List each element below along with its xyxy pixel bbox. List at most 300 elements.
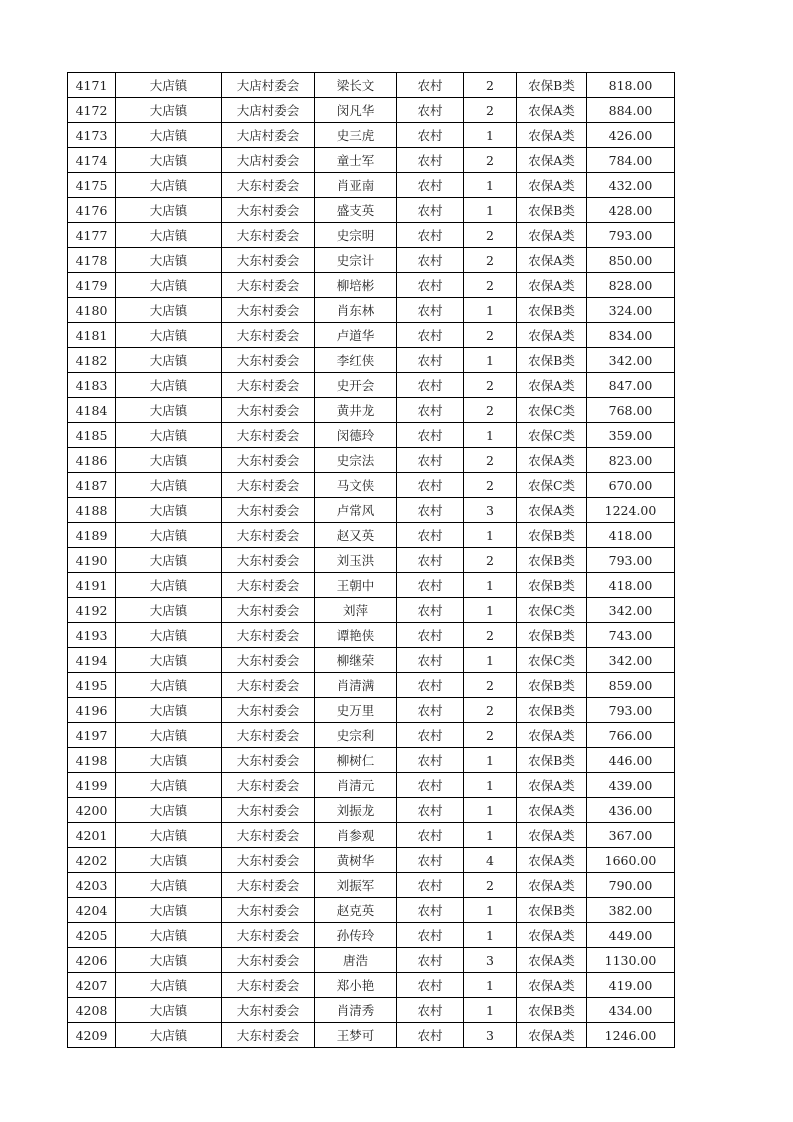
insurance-category-cell: 农保A类 [517, 273, 587, 298]
town-cell: 大店镇 [116, 323, 222, 348]
table-row [68, 73, 675, 98]
table-row [68, 273, 675, 298]
town-cell: 大店镇 [116, 948, 222, 973]
amount-cell: 1246.00 [587, 1023, 675, 1048]
household-size-cell: 1 [464, 598, 517, 623]
insurance-category-cell: 农保B类 [517, 73, 587, 98]
household-size-cell: 1 [464, 748, 517, 773]
insurance-category-cell: 农保A类 [517, 148, 587, 173]
records-table [67, 72, 675, 1048]
table-row [68, 448, 675, 473]
area-type-cell: 农村 [397, 748, 464, 773]
town-cell: 大店镇 [116, 148, 222, 173]
area-type-cell: 农村 [397, 723, 464, 748]
insurance-category-cell: 农保A类 [517, 823, 587, 848]
table-row [68, 923, 675, 948]
town-cell: 大店镇 [116, 98, 222, 123]
village-committee-cell: 大东村委会 [222, 548, 315, 573]
record-number-cell: 4176 [68, 198, 116, 223]
village-committee-cell: 大东村委会 [222, 323, 315, 348]
area-type-cell: 农村 [397, 548, 464, 573]
amount-cell: 793.00 [587, 223, 675, 248]
village-committee-cell: 大东村委会 [222, 648, 315, 673]
amount-cell: 418.00 [587, 523, 675, 548]
village-committee-cell: 大东村委会 [222, 1023, 315, 1048]
insurance-category-cell: 农保B类 [517, 573, 587, 598]
table-row [68, 223, 675, 248]
person-name-cell: 史宗法 [315, 448, 397, 473]
amount-cell: 382.00 [587, 898, 675, 923]
household-size-cell: 2 [464, 273, 517, 298]
household-size-cell: 2 [464, 73, 517, 98]
village-committee-cell: 大东村委会 [222, 898, 315, 923]
area-type-cell: 农村 [397, 923, 464, 948]
table-row [68, 148, 675, 173]
amount-cell: 766.00 [587, 723, 675, 748]
village-committee-cell: 大东村委会 [222, 398, 315, 423]
table-row [68, 373, 675, 398]
household-size-cell: 1 [464, 523, 517, 548]
area-type-cell: 农村 [397, 473, 464, 498]
amount-cell: 436.00 [587, 798, 675, 823]
insurance-category-cell: 农保A类 [517, 98, 587, 123]
amount-cell: 439.00 [587, 773, 675, 798]
town-cell: 大店镇 [116, 748, 222, 773]
table-row [68, 673, 675, 698]
village-committee-cell: 大店村委会 [222, 73, 315, 98]
table-row [68, 98, 675, 123]
town-cell: 大店镇 [116, 448, 222, 473]
area-type-cell: 农村 [397, 873, 464, 898]
town-cell: 大店镇 [116, 123, 222, 148]
insurance-category-cell: 农保B类 [517, 298, 587, 323]
insurance-category-cell: 农保A类 [517, 848, 587, 873]
amount-cell: 790.00 [587, 873, 675, 898]
person-name-cell: 李红侠 [315, 348, 397, 373]
table-row [68, 548, 675, 573]
household-size-cell: 2 [464, 373, 517, 398]
village-committee-cell: 大东村委会 [222, 423, 315, 448]
record-number-cell: 4179 [68, 273, 116, 298]
insurance-category-cell: 农保C类 [517, 598, 587, 623]
insurance-category-cell: 农保A类 [517, 773, 587, 798]
area-type-cell: 农村 [397, 448, 464, 473]
record-number-cell: 4185 [68, 423, 116, 448]
amount-cell: 828.00 [587, 273, 675, 298]
town-cell: 大店镇 [116, 698, 222, 723]
town-cell: 大店镇 [116, 523, 222, 548]
record-number-cell: 4181 [68, 323, 116, 348]
area-type-cell: 农村 [397, 598, 464, 623]
insurance-category-cell: 农保A类 [517, 923, 587, 948]
village-committee-cell: 大东村委会 [222, 698, 315, 723]
village-committee-cell: 大东村委会 [222, 848, 315, 873]
person-name-cell: 谭艳侠 [315, 623, 397, 648]
town-cell: 大店镇 [116, 398, 222, 423]
amount-cell: 793.00 [587, 548, 675, 573]
record-number-cell: 4203 [68, 873, 116, 898]
household-size-cell: 2 [464, 323, 517, 348]
insurance-category-cell: 农保A类 [517, 873, 587, 898]
record-number-cell: 4178 [68, 248, 116, 273]
household-size-cell: 1 [464, 998, 517, 1023]
village-committee-cell: 大东村委会 [222, 598, 315, 623]
household-size-cell: 1 [464, 198, 517, 223]
town-cell: 大店镇 [116, 273, 222, 298]
household-size-cell: 1 [464, 648, 517, 673]
village-committee-cell: 大东村委会 [222, 773, 315, 798]
household-size-cell: 2 [464, 448, 517, 473]
village-committee-cell: 大东村委会 [222, 198, 315, 223]
amount-cell: 823.00 [587, 448, 675, 473]
table-row [68, 848, 675, 873]
person-name-cell: 史开会 [315, 373, 397, 398]
area-type-cell: 农村 [397, 273, 464, 298]
household-size-cell: 3 [464, 1023, 517, 1048]
household-size-cell: 2 [464, 873, 517, 898]
town-cell: 大店镇 [116, 73, 222, 98]
village-committee-cell: 大东村委会 [222, 923, 315, 948]
person-name-cell: 史宗明 [315, 223, 397, 248]
record-number-cell: 4209 [68, 1023, 116, 1048]
record-number-cell: 4202 [68, 848, 116, 873]
amount-cell: 342.00 [587, 598, 675, 623]
table-row [68, 798, 675, 823]
town-cell: 大店镇 [116, 673, 222, 698]
person-name-cell: 刘玉洪 [315, 548, 397, 573]
record-number-cell: 4189 [68, 523, 116, 548]
table-row [68, 573, 675, 598]
insurance-category-cell: 农保B类 [517, 748, 587, 773]
amount-cell: 670.00 [587, 473, 675, 498]
person-name-cell: 柳继荣 [315, 648, 397, 673]
area-type-cell: 农村 [397, 698, 464, 723]
town-cell: 大店镇 [116, 998, 222, 1023]
person-name-cell: 赵克英 [315, 898, 397, 923]
town-cell: 大店镇 [116, 873, 222, 898]
village-committee-cell: 大东村委会 [222, 498, 315, 523]
village-committee-cell: 大东村委会 [222, 673, 315, 698]
insurance-category-cell: 农保B类 [517, 623, 587, 648]
table-row [68, 498, 675, 523]
record-number-cell: 4206 [68, 948, 116, 973]
area-type-cell: 农村 [397, 398, 464, 423]
insurance-category-cell: 农保B类 [517, 998, 587, 1023]
amount-cell: 342.00 [587, 648, 675, 673]
area-type-cell: 农村 [397, 673, 464, 698]
household-size-cell: 1 [464, 823, 517, 848]
amount-cell: 743.00 [587, 623, 675, 648]
amount-cell: 884.00 [587, 98, 675, 123]
person-name-cell: 肖清秀 [315, 998, 397, 1023]
record-number-cell: 4199 [68, 773, 116, 798]
town-cell: 大店镇 [116, 848, 222, 873]
person-name-cell: 童士军 [315, 148, 397, 173]
household-size-cell: 1 [464, 423, 517, 448]
town-cell: 大店镇 [116, 1023, 222, 1048]
table-row [68, 698, 675, 723]
table-row [68, 1023, 675, 1048]
table-row [68, 823, 675, 848]
area-type-cell: 农村 [397, 823, 464, 848]
household-size-cell: 3 [464, 498, 517, 523]
area-type-cell: 农村 [397, 323, 464, 348]
household-size-cell: 2 [464, 698, 517, 723]
area-type-cell: 农村 [397, 898, 464, 923]
insurance-category-cell: 农保C类 [517, 473, 587, 498]
insurance-category-cell: 农保C类 [517, 398, 587, 423]
person-name-cell: 卢道华 [315, 323, 397, 348]
insurance-category-cell: 农保A类 [517, 723, 587, 748]
amount-cell: 793.00 [587, 698, 675, 723]
area-type-cell: 农村 [397, 198, 464, 223]
record-number-cell: 4196 [68, 698, 116, 723]
person-name-cell: 梁长文 [315, 73, 397, 98]
table-row [68, 623, 675, 648]
household-size-cell: 2 [464, 723, 517, 748]
amount-cell: 426.00 [587, 123, 675, 148]
village-committee-cell: 大东村委会 [222, 948, 315, 973]
household-size-cell: 1 [464, 798, 517, 823]
insurance-category-cell: 农保C类 [517, 648, 587, 673]
village-committee-cell: 大店村委会 [222, 148, 315, 173]
person-name-cell: 黄树华 [315, 848, 397, 873]
village-committee-cell: 大东村委会 [222, 823, 315, 848]
area-type-cell: 农村 [397, 248, 464, 273]
town-cell: 大店镇 [116, 298, 222, 323]
record-number-cell: 4194 [68, 648, 116, 673]
amount-cell: 434.00 [587, 998, 675, 1023]
household-size-cell: 2 [464, 473, 517, 498]
insurance-category-cell: 农保A类 [517, 948, 587, 973]
household-size-cell: 2 [464, 248, 517, 273]
town-cell: 大店镇 [116, 923, 222, 948]
insurance-category-cell: 农保C类 [517, 423, 587, 448]
record-number-cell: 4190 [68, 548, 116, 573]
area-type-cell: 农村 [397, 773, 464, 798]
person-name-cell: 柳培彬 [315, 273, 397, 298]
person-name-cell: 闵凡华 [315, 98, 397, 123]
town-cell: 大店镇 [116, 198, 222, 223]
area-type-cell: 农村 [397, 73, 464, 98]
person-name-cell: 盛支英 [315, 198, 397, 223]
record-number-cell: 4201 [68, 823, 116, 848]
town-cell: 大店镇 [116, 823, 222, 848]
household-size-cell: 2 [464, 623, 517, 648]
insurance-category-cell: 农保A类 [517, 223, 587, 248]
person-name-cell: 郑小艳 [315, 973, 397, 998]
record-number-cell: 4182 [68, 348, 116, 373]
insurance-category-cell: 农保A类 [517, 798, 587, 823]
insurance-category-cell: 农保A类 [517, 323, 587, 348]
person-name-cell: 王梦可 [315, 1023, 397, 1048]
table-row [68, 648, 675, 673]
household-size-cell: 1 [464, 773, 517, 798]
table-row [68, 973, 675, 998]
household-size-cell: 3 [464, 948, 517, 973]
amount-cell: 428.00 [587, 198, 675, 223]
insurance-category-cell: 农保A类 [517, 973, 587, 998]
amount-cell: 834.00 [587, 323, 675, 348]
town-cell: 大店镇 [116, 898, 222, 923]
village-committee-cell: 大东村委会 [222, 798, 315, 823]
town-cell: 大店镇 [116, 548, 222, 573]
person-name-cell: 刘振龙 [315, 798, 397, 823]
record-number-cell: 4174 [68, 148, 116, 173]
town-cell: 大店镇 [116, 773, 222, 798]
village-committee-cell: 大东村委会 [222, 248, 315, 273]
record-number-cell: 4183 [68, 373, 116, 398]
household-size-cell: 1 [464, 923, 517, 948]
household-size-cell: 1 [464, 173, 517, 198]
table-row [68, 748, 675, 773]
record-number-cell: 4193 [68, 623, 116, 648]
village-committee-cell: 大东村委会 [222, 473, 315, 498]
table-row [68, 298, 675, 323]
person-name-cell: 赵又英 [315, 523, 397, 548]
amount-cell: 1660.00 [587, 848, 675, 873]
household-size-cell: 4 [464, 848, 517, 873]
record-number-cell: 4198 [68, 748, 116, 773]
village-committee-cell: 大东村委会 [222, 748, 315, 773]
amount-cell: 446.00 [587, 748, 675, 773]
table-row [68, 873, 675, 898]
village-committee-cell: 大东村委会 [222, 723, 315, 748]
village-committee-cell: 大东村委会 [222, 873, 315, 898]
person-name-cell: 史三虎 [315, 123, 397, 148]
household-size-cell: 2 [464, 673, 517, 698]
area-type-cell: 农村 [397, 623, 464, 648]
town-cell: 大店镇 [116, 373, 222, 398]
area-type-cell: 农村 [397, 523, 464, 548]
household-size-cell: 1 [464, 348, 517, 373]
person-name-cell: 卢常风 [315, 498, 397, 523]
area-type-cell: 农村 [397, 573, 464, 598]
household-size-cell: 2 [464, 223, 517, 248]
amount-cell: 419.00 [587, 973, 675, 998]
record-number-cell: 4172 [68, 98, 116, 123]
table-row [68, 898, 675, 923]
insurance-category-cell: 农保B类 [517, 673, 587, 698]
insurance-category-cell: 农保B类 [517, 523, 587, 548]
amount-cell: 324.00 [587, 298, 675, 323]
record-number-cell: 4175 [68, 173, 116, 198]
amount-cell: 859.00 [587, 673, 675, 698]
record-number-cell: 4180 [68, 298, 116, 323]
insurance-category-cell: 农保B类 [517, 898, 587, 923]
record-number-cell: 4186 [68, 448, 116, 473]
town-cell: 大店镇 [116, 798, 222, 823]
area-type-cell: 农村 [397, 498, 464, 523]
area-type-cell: 农村 [397, 648, 464, 673]
town-cell: 大店镇 [116, 598, 222, 623]
record-number-cell: 4197 [68, 723, 116, 748]
household-size-cell: 1 [464, 298, 517, 323]
amount-cell: 359.00 [587, 423, 675, 448]
record-number-cell: 4208 [68, 998, 116, 1023]
person-name-cell: 肖东林 [315, 298, 397, 323]
insurance-category-cell: 农保A类 [517, 498, 587, 523]
table-row [68, 198, 675, 223]
amount-cell: 784.00 [587, 148, 675, 173]
table-row [68, 348, 675, 373]
area-type-cell: 农村 [397, 998, 464, 1023]
village-committee-cell: 大店村委会 [222, 123, 315, 148]
town-cell: 大店镇 [116, 473, 222, 498]
insurance-category-cell: 农保A类 [517, 173, 587, 198]
person-name-cell: 马文侠 [315, 473, 397, 498]
table-row [68, 123, 675, 148]
amount-cell: 847.00 [587, 373, 675, 398]
record-number-cell: 4177 [68, 223, 116, 248]
area-type-cell: 农村 [397, 173, 464, 198]
insurance-category-cell: 农保B类 [517, 698, 587, 723]
village-committee-cell: 大东村委会 [222, 298, 315, 323]
insurance-category-cell: 农保A类 [517, 448, 587, 473]
person-name-cell: 王朝中 [315, 573, 397, 598]
town-cell: 大店镇 [116, 573, 222, 598]
village-committee-cell: 大东村委会 [222, 998, 315, 1023]
area-type-cell: 农村 [397, 948, 464, 973]
area-type-cell: 农村 [397, 848, 464, 873]
area-type-cell: 农村 [397, 798, 464, 823]
town-cell: 大店镇 [116, 648, 222, 673]
area-type-cell: 农村 [397, 1023, 464, 1048]
area-type-cell: 农村 [397, 148, 464, 173]
person-name-cell: 刘振军 [315, 873, 397, 898]
area-type-cell: 农村 [397, 348, 464, 373]
amount-cell: 850.00 [587, 248, 675, 273]
village-committee-cell: 大东村委会 [222, 373, 315, 398]
records-table-body [68, 73, 675, 1048]
record-number-cell: 4187 [68, 473, 116, 498]
town-cell: 大店镇 [116, 498, 222, 523]
amount-cell: 418.00 [587, 573, 675, 598]
table-row [68, 398, 675, 423]
village-committee-cell: 大东村委会 [222, 273, 315, 298]
town-cell: 大店镇 [116, 423, 222, 448]
amount-cell: 342.00 [587, 348, 675, 373]
person-name-cell: 柳树仁 [315, 748, 397, 773]
area-type-cell: 农村 [397, 123, 464, 148]
town-cell: 大店镇 [116, 723, 222, 748]
village-committee-cell: 大东村委会 [222, 348, 315, 373]
record-number-cell: 4188 [68, 498, 116, 523]
table-row [68, 723, 675, 748]
area-type-cell: 农村 [397, 98, 464, 123]
table-row [68, 948, 675, 973]
table-row [68, 523, 675, 548]
amount-cell: 1130.00 [587, 948, 675, 973]
person-name-cell: 孙传玲 [315, 923, 397, 948]
household-size-cell: 2 [464, 398, 517, 423]
town-cell: 大店镇 [116, 973, 222, 998]
person-name-cell: 肖亚南 [315, 173, 397, 198]
person-name-cell: 闵德玲 [315, 423, 397, 448]
household-size-cell: 2 [464, 98, 517, 123]
amount-cell: 367.00 [587, 823, 675, 848]
area-type-cell: 农村 [397, 298, 464, 323]
record-number-cell: 4204 [68, 898, 116, 923]
insurance-category-cell: 农保A类 [517, 248, 587, 273]
area-type-cell: 农村 [397, 223, 464, 248]
village-committee-cell: 大东村委会 [222, 173, 315, 198]
insurance-category-cell: 农保A类 [517, 123, 587, 148]
record-number-cell: 4173 [68, 123, 116, 148]
insurance-category-cell: 农保B类 [517, 548, 587, 573]
insurance-category-cell: 农保B类 [517, 348, 587, 373]
person-name-cell: 肖参观 [315, 823, 397, 848]
